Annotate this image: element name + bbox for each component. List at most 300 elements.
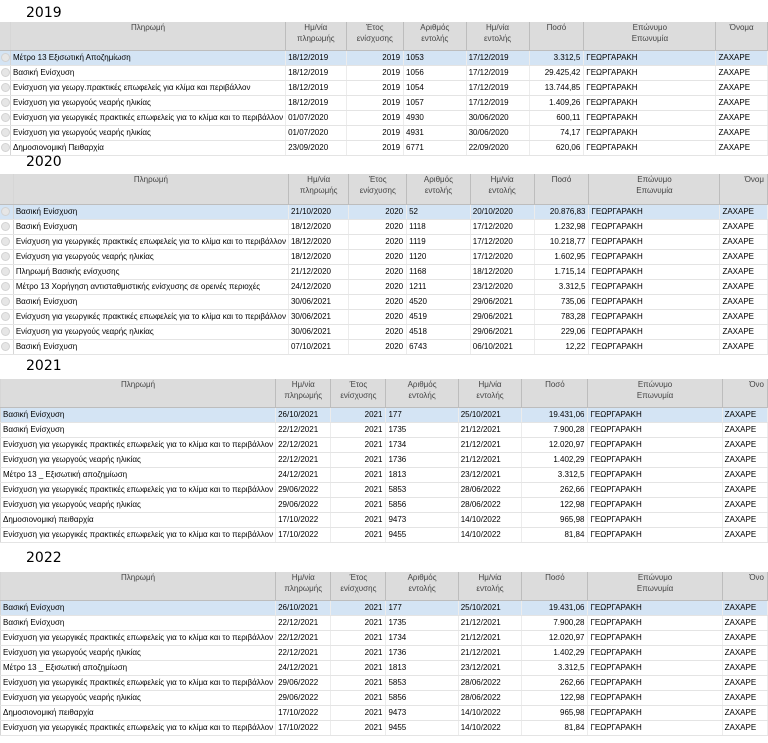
payment-cell: Βασική Ενίσχυση — [13, 219, 288, 234]
payment-cell: Ενίσχυση για γεωργούς νεαρής ηλικίας — [13, 249, 288, 264]
table-row[interactable] — [0, 630, 768, 645]
payment-date-cell: 30/06/2021 — [288, 294, 348, 309]
payment-cell: Ενίσχυση για γεωργικές πρακτικές επωφελείς για το κλίμα και το περιβάλλον — [1, 437, 276, 452]
payment-date-cell: 30/06/2021 — [288, 309, 348, 324]
surname-cell: ΓΕΩΡΓΑΡΑΚΗ — [588, 422, 722, 437]
surname-cell: ΓΕΩΡΓΑΡΑΚΗ — [588, 452, 722, 467]
surname-cell: ΓΕΩΡΓΑΡΑΚΗ — [588, 482, 722, 497]
order-date-cell: 29/06/2021 — [470, 309, 534, 324]
order-date-cell: 21/12/2021 — [458, 452, 522, 467]
row-selector[interactable] — [0, 140, 11, 155]
table-row[interactable] — [0, 527, 768, 542]
table-row[interactable] — [0, 437, 768, 452]
table-row[interactable] — [0, 279, 768, 294]
payment-date-cell: 29/06/2022 — [276, 482, 331, 497]
name-cell: ΖΑΧΑΡΕ — [720, 234, 768, 249]
surname-cell: ΓΕΩΡΓΑΡΑΚΗ — [584, 125, 716, 140]
table-row[interactable] — [0, 512, 768, 527]
order-date-cell: 06/10/2021 — [470, 339, 534, 354]
row-selector[interactable] — [0, 264, 13, 279]
payment-date-cell: 24/12/2021 — [276, 660, 331, 675]
order-date-cell: 28/06/2022 — [458, 497, 522, 512]
table-row[interactable] — [0, 264, 768, 279]
order-number-cell: 9473 — [386, 512, 458, 527]
payment-cell: Ενίσχυση για γεωργικές πρακτικές επωφελείς για το κλίμα και το περιβάλλον — [1, 720, 276, 735]
col-header-order-number[interactable]: Αριθμός εντολής — [386, 572, 458, 600]
amount-cell: 20.876,83 — [534, 204, 589, 219]
order-date-cell: 21/12/2021 — [458, 422, 522, 437]
payment-cell: Ενίσχυση για γεωργούς νεαρής ηλικίας — [11, 125, 286, 140]
amount-cell: 13.744,85 — [529, 80, 584, 95]
name-cell: ΖΑΧΑΡΕ — [722, 675, 767, 690]
order-date-cell: 21/12/2021 — [458, 615, 522, 630]
row-indicator-icon — [1, 327, 10, 336]
amount-cell: 735,06 — [534, 294, 589, 309]
row-selector[interactable] — [0, 234, 13, 249]
name-cell: ΖΑΧΑΡΕ — [722, 600, 767, 615]
support-year-cell: 2021 — [331, 720, 386, 735]
order-number-cell: 1054 — [404, 80, 467, 95]
payment-date-cell: 22/12/2021 — [276, 422, 331, 437]
order-number-cell: 1118 — [407, 219, 471, 234]
amount-cell: 262,66 — [522, 675, 588, 690]
order-number-cell: 1119 — [407, 234, 471, 249]
col-header-order-number[interactable]: Αριθμός εντολής — [386, 379, 458, 407]
order-number-cell: 177 — [386, 407, 458, 422]
col-header-payment-date[interactable]: Ημ/νία πληρωμής — [276, 572, 331, 600]
row-indicator-icon — [1, 143, 10, 152]
surname-cell: ΓΕΩΡΓΑΡΑΚΗ — [588, 660, 722, 675]
col-header-support-year[interactable]: Έτος ενίσχυσης — [331, 572, 386, 600]
payment-cell: Ενίσχυση για γεωργικές πρακτικές επωφελείς για το κλίμα και το περιβάλλον — [1, 675, 276, 690]
payment-cell: Ενίσχυση για γεωργ.πρακτικές επωφελείς για κλίμα και περιβάλλον — [11, 80, 286, 95]
payment-date-cell: 18/12/2019 — [286, 95, 346, 110]
name-cell: ΖΑΧΑΡΕ — [716, 140, 768, 155]
payment-cell: Ενίσχυση για γεωργικές πρακτικές επωφελείς για το κλίμα και το περιβάλλον — [11, 110, 286, 125]
row-selector[interactable] — [0, 110, 11, 125]
row-selector[interactable] — [0, 95, 11, 110]
payment-cell: Δημοσιονομική πειθαρχία — [1, 512, 276, 527]
amount-cell: 1.602,95 — [534, 249, 589, 264]
col-header-name[interactable]: Όνο — [722, 572, 767, 600]
payment-date-cell: 29/06/2022 — [276, 690, 331, 705]
table-row[interactable] — [0, 95, 768, 110]
amount-cell: 81,84 — [522, 720, 588, 735]
table-row[interactable] — [0, 690, 768, 705]
surname-cell: ΓΕΩΡΓΑΡΑΚΗ — [584, 80, 716, 95]
table-row[interactable] — [0, 615, 768, 630]
support-year-cell: 2021 — [331, 600, 386, 615]
name-cell: ΖΑΧΑΡΕ — [722, 467, 767, 482]
col-header-name[interactable]: Όνομα — [716, 22, 768, 50]
table-row[interactable] — [0, 705, 768, 720]
payment-date-cell: 17/10/2022 — [276, 720, 331, 735]
name-cell: ΖΑΧΑΡΕ — [716, 50, 768, 65]
col-header-surname[interactable]: Επώνυμο Επωνυμία — [588, 379, 722, 407]
support-year-cell: 2020 — [349, 264, 407, 279]
payment-date-cell: 01/07/2020 — [286, 110, 346, 125]
amount-cell: 600,11 — [529, 110, 584, 125]
surname-cell: ΓΕΩΡΓΑΡΑΚΗ — [588, 630, 722, 645]
payment-date-cell: 07/10/2021 — [288, 339, 348, 354]
order-number-cell: 4518 — [407, 324, 471, 339]
col-header-payment[interactable]: Πληρωμή — [13, 174, 288, 204]
amount-cell: 965,98 — [522, 705, 588, 720]
col-header-payment[interactable]: Πληρωμή — [1, 572, 276, 600]
surname-cell: ΓΕΩΡΓΑΡΑΚΗ — [588, 407, 722, 422]
payment-cell: Βασική Ενίσχυση — [1, 615, 276, 630]
payment-cell: Μέτρο 13 _ Εξισωτική αποζημίωση — [1, 467, 276, 482]
payment-date-cell: 18/12/2019 — [286, 80, 346, 95]
payment-cell: Βασική Ενίσχυση — [11, 65, 286, 80]
surname-cell: ΓΕΩΡΓΑΡΑΚΗ — [588, 615, 722, 630]
order-date-cell: 23/12/2021 — [458, 467, 522, 482]
payments-table-2020[interactable] — [0, 174, 768, 355]
payments-table-2021[interactable] — [0, 379, 768, 543]
payments-table-2019[interactable] — [0, 22, 768, 156]
surname-cell: ΓΕΩΡΓΑΡΑΚΗ — [588, 675, 722, 690]
surname-cell: ΓΕΩΡΓΑΡΑΚΗ — [584, 95, 716, 110]
support-year-cell: 2021 — [331, 615, 386, 630]
table-row[interactable] — [0, 660, 768, 675]
amount-cell: 1.402,29 — [522, 452, 588, 467]
table-row[interactable] — [0, 422, 768, 437]
payment-cell: Ενίσχυση για γεωργούς νεαρής ηλικίας — [1, 452, 276, 467]
col-header-surname[interactable]: Επώνυμο Επωνυμία — [588, 572, 722, 600]
row-selector[interactable] — [0, 309, 13, 324]
surname-cell: ΓΕΩΡΓΑΡΑΚΗ — [584, 140, 716, 155]
row-selector[interactable] — [0, 125, 11, 140]
col-header-order-number[interactable]: Αριθμός εντολής — [404, 22, 467, 50]
table-row[interactable] — [0, 645, 768, 660]
table-row[interactable] — [0, 720, 768, 735]
amount-cell: 81,84 — [522, 527, 588, 542]
name-cell: ΖΑΧΑΡΕ — [716, 110, 768, 125]
table-row[interactable] — [0, 467, 768, 482]
support-year-cell: 2019 — [346, 65, 404, 80]
order-number-cell: 1736 — [386, 645, 458, 660]
support-year-cell: 2020 — [349, 234, 407, 249]
amount-cell: 783,28 — [534, 309, 589, 324]
amount-cell: 1.409,26 — [529, 95, 584, 110]
col-header-amount[interactable]: Ποσό — [522, 572, 588, 600]
support-year-cell: 2021 — [331, 690, 386, 705]
name-cell: ΖΑΧΑΡΕ — [722, 690, 767, 705]
year-heading-2021: 2021 — [26, 358, 62, 374]
col-header-order-date[interactable]: Ημ/νία εντολής — [458, 379, 522, 407]
support-year-cell: 2019 — [346, 50, 404, 65]
order-date-cell: 17/12/2019 — [466, 95, 529, 110]
col-header-amount[interactable]: Ποσό — [522, 379, 588, 407]
payment-cell: Μέτρο 13 Εξισωτική Αποζημίωση — [11, 50, 286, 65]
payment-cell: Βασική Ενίσχυση — [13, 339, 288, 354]
col-header-support-year[interactable]: Έτος ενίσχυσης — [331, 379, 386, 407]
amount-cell: 122,98 — [522, 497, 588, 512]
support-year-cell: 2020 — [349, 249, 407, 264]
amount-cell: 122,98 — [522, 690, 588, 705]
order-date-cell: 17/12/2020 — [470, 219, 534, 234]
table-row[interactable] — [0, 675, 768, 690]
payment-date-cell: 21/12/2020 — [288, 264, 348, 279]
col-header-order-date[interactable]: Ημ/νία εντολής — [466, 22, 529, 50]
payment-date-cell: 18/12/2020 — [288, 234, 348, 249]
order-date-cell: 17/12/2019 — [466, 80, 529, 95]
table-row[interactable] — [0, 110, 768, 125]
order-date-cell: 18/12/2020 — [470, 264, 534, 279]
col-header-payment-date[interactable]: Ημ/νία πληρωμής — [276, 379, 331, 407]
support-year-cell: 2021 — [331, 645, 386, 660]
order-date-cell: 17/12/2019 — [466, 65, 529, 80]
name-cell: ΖΑΧΑΡΕ — [722, 645, 767, 660]
payment-cell: Ενίσχυση για γεωργικές πρακτικές επωφελείς για το κλίμα και το περιβάλλον — [13, 309, 288, 324]
table-row[interactable] — [0, 249, 768, 264]
payment-cell: Μέτρο 13 Χορήγηση αντισταθμιστικής ενίσχυσης σε ορεινές περιοχές — [13, 279, 288, 294]
row-selector-header — [0, 174, 13, 204]
amount-cell: 1.232,98 — [534, 219, 589, 234]
surname-cell: ΓΕΩΡΓΑΡΑΚΗ — [589, 204, 720, 219]
payment-date-cell: 18/12/2019 — [286, 65, 346, 80]
table-row[interactable] — [0, 294, 768, 309]
order-date-cell: 17/12/2019 — [466, 50, 529, 65]
table-row[interactable] — [0, 324, 768, 339]
name-cell: ΖΑΧΑΡΕ — [722, 422, 767, 437]
table-row[interactable] — [0, 234, 768, 249]
payment-date-cell: 17/10/2022 — [276, 527, 331, 542]
name-cell: ΖΑΧΑΡΕ — [722, 497, 767, 512]
payment-date-cell: 22/12/2021 — [276, 437, 331, 452]
year-heading-2019: 2019 — [26, 5, 62, 21]
surname-cell: ΓΕΩΡΓΑΡΑΚΗ — [588, 497, 722, 512]
col-header-support-year[interactable]: Έτος ενίσχυσης — [346, 22, 404, 50]
col-header-payment-date[interactable]: Ημ/νία πληρωμής — [288, 174, 348, 204]
support-year-cell: 2021 — [331, 660, 386, 675]
row-selector[interactable] — [0, 279, 13, 294]
order-number-cell: 4519 — [407, 309, 471, 324]
amount-cell: 229,06 — [534, 324, 589, 339]
col-header-amount[interactable]: Ποσό — [534, 174, 589, 204]
col-header-payment[interactable]: Πληρωμή — [1, 379, 276, 407]
support-year-cell: 2021 — [331, 512, 386, 527]
payment-date-cell: 29/06/2022 — [276, 497, 331, 512]
surname-cell: ΓΕΩΡΓΑΡΑΚΗ — [584, 110, 716, 125]
name-cell: ΖΑΧΑΡΕ — [716, 125, 768, 140]
row-indicator-icon — [1, 83, 10, 92]
col-header-order-date[interactable]: Ημ/νία εντολής — [470, 174, 534, 204]
row-selector[interactable] — [0, 219, 13, 234]
support-year-cell: 2021 — [331, 497, 386, 512]
amount-cell: 19.431,06 — [522, 407, 588, 422]
row-selector[interactable] — [0, 50, 11, 65]
row-selector[interactable] — [0, 294, 13, 309]
order-number-cell: 1736 — [386, 452, 458, 467]
amount-cell: 3.312,5 — [522, 467, 588, 482]
surname-cell: ΓΕΩΡΓΑΡΑΚΗ — [589, 279, 720, 294]
surname-cell: ΓΕΩΡΓΑΡΑΚΗ — [588, 645, 722, 660]
table-row[interactable] — [0, 125, 768, 140]
order-number-cell: 1735 — [386, 615, 458, 630]
order-number-cell: 1813 — [386, 660, 458, 675]
payment-date-cell: 18/12/2020 — [288, 219, 348, 234]
order-number-cell: 1168 — [407, 264, 471, 279]
col-header-order-number[interactable]: Αριθμός εντολής — [407, 174, 471, 204]
surname-cell: ΓΕΩΡΓΑΡΑΚΗ — [588, 437, 722, 452]
payment-date-cell: 26/10/2021 — [276, 600, 331, 615]
row-selector[interactable] — [0, 339, 13, 354]
table-row[interactable] — [0, 339, 768, 354]
support-year-cell: 2021 — [331, 527, 386, 542]
order-date-cell: 28/06/2022 — [458, 690, 522, 705]
col-header-name[interactable]: Όνο — [722, 379, 767, 407]
payment-date-cell: 30/06/2021 — [288, 324, 348, 339]
payment-date-cell: 22/12/2021 — [276, 645, 331, 660]
name-cell: ΖΑΧΑΡΕ — [722, 705, 767, 720]
name-cell: ΖΑΧΑΡΕ — [716, 65, 768, 80]
order-number-cell: 9455 — [386, 527, 458, 542]
surname-cell: ΓΕΩΡΓΑΡΑΚΗ — [589, 324, 720, 339]
support-year-cell: 2019 — [346, 80, 404, 95]
order-number-cell: 9473 — [386, 705, 458, 720]
table-row[interactable] — [0, 140, 768, 155]
order-number-cell: 6743 — [407, 339, 471, 354]
order-number-cell: 1211 — [407, 279, 471, 294]
row-indicator-icon — [1, 297, 10, 306]
order-date-cell: 30/06/2020 — [466, 125, 529, 140]
payment-cell: Ενίσχυση για γεωργικές πρακτικές επωφελείς για το κλίμα και το περιβάλλον — [1, 482, 276, 497]
payment-date-cell: 26/10/2021 — [276, 407, 331, 422]
table-row[interactable] — [0, 204, 768, 219]
order-number-cell: 6771 — [404, 140, 467, 155]
name-cell: ΖΑΧΑΡΕ — [720, 264, 768, 279]
payment-date-cell: 22/12/2021 — [276, 615, 331, 630]
support-year-cell: 2021 — [331, 467, 386, 482]
col-header-surname[interactable]: Επώνυμο Επωνυμία — [584, 22, 716, 50]
order-number-cell: 4931 — [404, 125, 467, 140]
name-cell: ΖΑΧΑΡΕ — [720, 339, 768, 354]
table-row[interactable] — [0, 452, 768, 467]
order-number-cell: 9455 — [386, 720, 458, 735]
surname-cell: ΓΕΩΡΓΑΡΑΚΗ — [589, 294, 720, 309]
support-year-cell: 2021 — [331, 407, 386, 422]
table-row[interactable] — [0, 600, 768, 615]
order-date-cell: 14/10/2022 — [458, 527, 522, 542]
col-header-surname[interactable]: Επώνυμο Επωνυμία — [589, 174, 720, 204]
row-indicator-icon — [1, 53, 10, 62]
col-header-payment-date[interactable]: Ημ/νία πληρωμής — [286, 22, 346, 50]
support-year-cell: 2019 — [346, 140, 404, 155]
row-selector[interactable] — [0, 204, 13, 219]
row-selector-header — [0, 22, 11, 50]
year-heading-2020: 2020 — [26, 154, 62, 170]
order-date-cell: 14/10/2022 — [458, 512, 522, 527]
row-indicator-icon — [1, 282, 10, 291]
amount-cell: 3.312,5 — [534, 279, 589, 294]
payment-cell: Δημοσιονομική πειθαρχία — [1, 705, 276, 720]
name-cell: ΖΑΧΑΡΕ — [720, 249, 768, 264]
amount-cell: 620,06 — [529, 140, 584, 155]
table-row[interactable] — [0, 497, 768, 512]
name-cell: ΖΑΧΑΡΕ — [716, 80, 768, 95]
amount-cell: 965,98 — [522, 512, 588, 527]
amount-cell: 19.431,06 — [522, 600, 588, 615]
order-number-cell: 1735 — [386, 422, 458, 437]
amount-cell: 262,66 — [522, 482, 588, 497]
payment-date-cell: 18/12/2019 — [286, 50, 346, 65]
payment-date-cell: 18/12/2020 — [288, 249, 348, 264]
name-cell: ΖΑΧΑΡΕ — [722, 660, 767, 675]
row-indicator-icon — [1, 98, 10, 107]
table-row[interactable] — [0, 50, 768, 65]
order-date-cell: 29/06/2021 — [470, 324, 534, 339]
table-row[interactable] — [0, 65, 768, 80]
col-header-order-date[interactable]: Ημ/νία εντολής — [458, 572, 522, 600]
row-selector[interactable] — [0, 324, 13, 339]
col-header-amount[interactable]: Ποσό — [529, 22, 584, 50]
payment-cell: Ενίσχυση για γεωργούς νεαρής ηλικίας — [1, 690, 276, 705]
payments-table-2022[interactable] — [0, 572, 768, 736]
order-number-cell: 1120 — [407, 249, 471, 264]
payment-cell: Βασική Ενίσχυση — [1, 600, 276, 615]
order-number-cell: 5856 — [386, 690, 458, 705]
order-date-cell: 30/06/2020 — [466, 110, 529, 125]
amount-cell: 3.312,5 — [522, 660, 588, 675]
table-row[interactable] — [0, 80, 768, 95]
row-indicator-icon — [1, 312, 10, 321]
order-number-cell: 1057 — [404, 95, 467, 110]
table-row[interactable] — [0, 219, 768, 234]
row-indicator-icon — [1, 222, 10, 231]
support-year-cell: 2019 — [346, 95, 404, 110]
row-indicator-icon — [1, 237, 10, 246]
support-year-cell: 2019 — [346, 125, 404, 140]
surname-cell: ΓΕΩΡΓΑΡΑΚΗ — [588, 527, 722, 542]
surname-cell: ΓΕΩΡΓΑΡΑΚΗ — [589, 219, 720, 234]
name-cell: ΖΑΧΑΡΕ — [722, 630, 767, 645]
table-row[interactable] — [0, 407, 768, 422]
name-cell: ΖΑΧΑΡΕ — [716, 95, 768, 110]
order-date-cell: 21/12/2021 — [458, 437, 522, 452]
amount-cell: 7.900,28 — [522, 615, 588, 630]
col-header-name[interactable]: Όνομ — [720, 174, 768, 204]
name-cell: ΖΑΧΑΡΕ — [720, 204, 768, 219]
payment-cell: Βασική Ενίσχυση — [13, 294, 288, 309]
year-heading-2022: 2022 — [26, 550, 62, 566]
payment-date-cell: 21/10/2020 — [288, 204, 348, 219]
payment-cell: Πληρωμή Βασικής ενίσχυσης — [13, 264, 288, 279]
table-row[interactable] — [0, 309, 768, 324]
row-selector[interactable] — [0, 249, 13, 264]
name-cell: ΖΑΧΑΡΕ — [720, 324, 768, 339]
col-header-payment[interactable]: Πληρωμή — [11, 22, 286, 50]
table-row[interactable] — [0, 482, 768, 497]
support-year-cell: 2021 — [331, 675, 386, 690]
order-date-cell: 29/06/2021 — [470, 294, 534, 309]
amount-cell: 7.900,28 — [522, 422, 588, 437]
support-year-cell: 2021 — [331, 422, 386, 437]
surname-cell: ΓΕΩΡΓΑΡΑΚΗ — [588, 467, 722, 482]
order-number-cell: 177 — [386, 600, 458, 615]
amount-cell: 12.020,97 — [522, 630, 588, 645]
order-date-cell: 17/12/2020 — [470, 234, 534, 249]
support-year-cell: 2020 — [349, 204, 407, 219]
row-indicator-icon — [1, 68, 10, 77]
order-date-cell: 23/12/2020 — [470, 279, 534, 294]
row-indicator-icon — [1, 207, 10, 216]
row-indicator-icon — [1, 267, 10, 276]
row-selector[interactable] — [0, 65, 11, 80]
col-header-support-year[interactable]: Έτος ενίσχυσης — [349, 174, 407, 204]
row-selector[interactable] — [0, 80, 11, 95]
amount-cell: 12.020,97 — [522, 437, 588, 452]
